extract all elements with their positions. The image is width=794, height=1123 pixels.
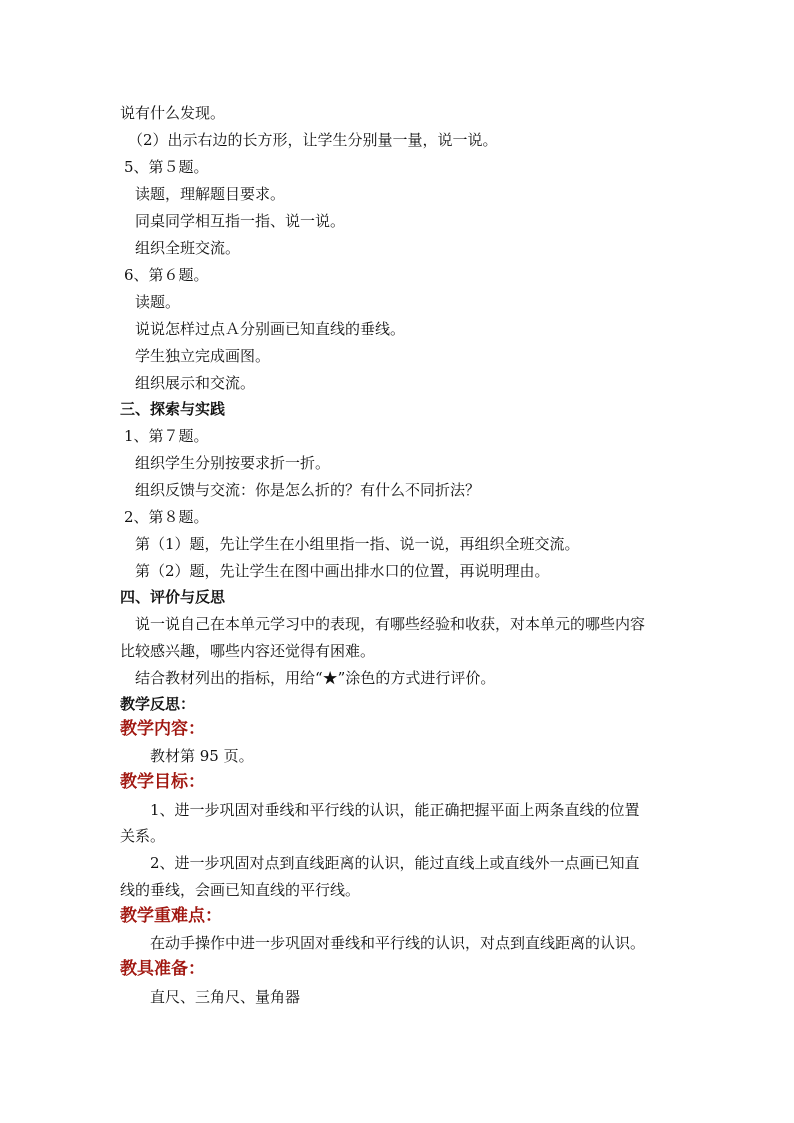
text-line: 2、进一步巩固对点到直线距离的认识，能过直线上或直线外一点画已知直 — [150, 854, 640, 872]
text-line: 第（2）题，先让学生在图中画出排水口的位置，再说明理由。 — [135, 562, 550, 580]
reflection-heading: 教学反思： — [120, 695, 196, 713]
text-line: 直尺、三角尺、量角器 — [150, 988, 301, 1006]
list-item: 1、第７题。 — [124, 427, 209, 445]
text-line: 线的垂线，会画已知直线的平行线。 — [120, 881, 361, 899]
text-line: 同桌同学相互指一指、说一说。 — [135, 212, 346, 230]
text-line: 第（1）题，先让学生在小组里指一指、说一说，再组织全班交流。 — [135, 535, 580, 553]
text-line: 组织反馈与交流：你是怎么折的？有什么不同折法？ — [135, 481, 481, 499]
text-line: 比较感兴趣，哪些内容还觉得有困难。 — [120, 642, 376, 660]
text-line: 说有什么发现。 — [120, 104, 226, 122]
teaching-goal-heading: 教学目标： — [120, 772, 205, 792]
text-line: 关系。 — [120, 827, 166, 845]
text-line: 教材第 95 页。 — [150, 747, 254, 765]
list-item: 6、第６题。 — [124, 266, 209, 284]
list-item: 5、第５题。 — [124, 158, 209, 176]
text-line: 读题，理解题目要求。 — [135, 185, 286, 203]
text-line: 说一说自己在本单元学习中的表现，有哪些经验和收获，对本单元的哪些内容 — [135, 615, 646, 633]
section-heading: 四、评价与反思 — [120, 588, 226, 606]
section-heading: 三、探索与实践 — [120, 400, 226, 418]
text-line: 组织学生分别按要求折一折。 — [135, 454, 331, 472]
text-line: 组织展示和交流。 — [135, 374, 256, 392]
list-item: 2、第８题。 — [124, 508, 209, 526]
text-line: 说说怎样过点Ａ分别画已知直线的垂线。 — [135, 320, 406, 338]
text-line: 读题。 — [135, 293, 181, 311]
text-line: （2）出示右边的长方形，让学生分别量一量，说一说。 — [128, 131, 498, 149]
materials-heading: 教具准备： — [120, 959, 205, 979]
text-line: 组织全班交流。 — [135, 239, 241, 257]
text-line: 1、进一步巩固对垂线和平行线的认识，能正确把握平面上两条直线的位置 — [150, 801, 640, 819]
text-line: 学生独立完成画图。 — [135, 347, 271, 365]
teaching-content-heading: 教学内容： — [120, 719, 205, 739]
text-line: 结合教材列出的指标，用给“★”涂色的方式进行评价。 — [135, 669, 496, 687]
text-line: 在动手操作中进一步巩固对垂线和平行线的认识，对点到直线距离的认识。 — [150, 934, 646, 952]
key-points-heading: 教学重难点： — [120, 906, 222, 926]
